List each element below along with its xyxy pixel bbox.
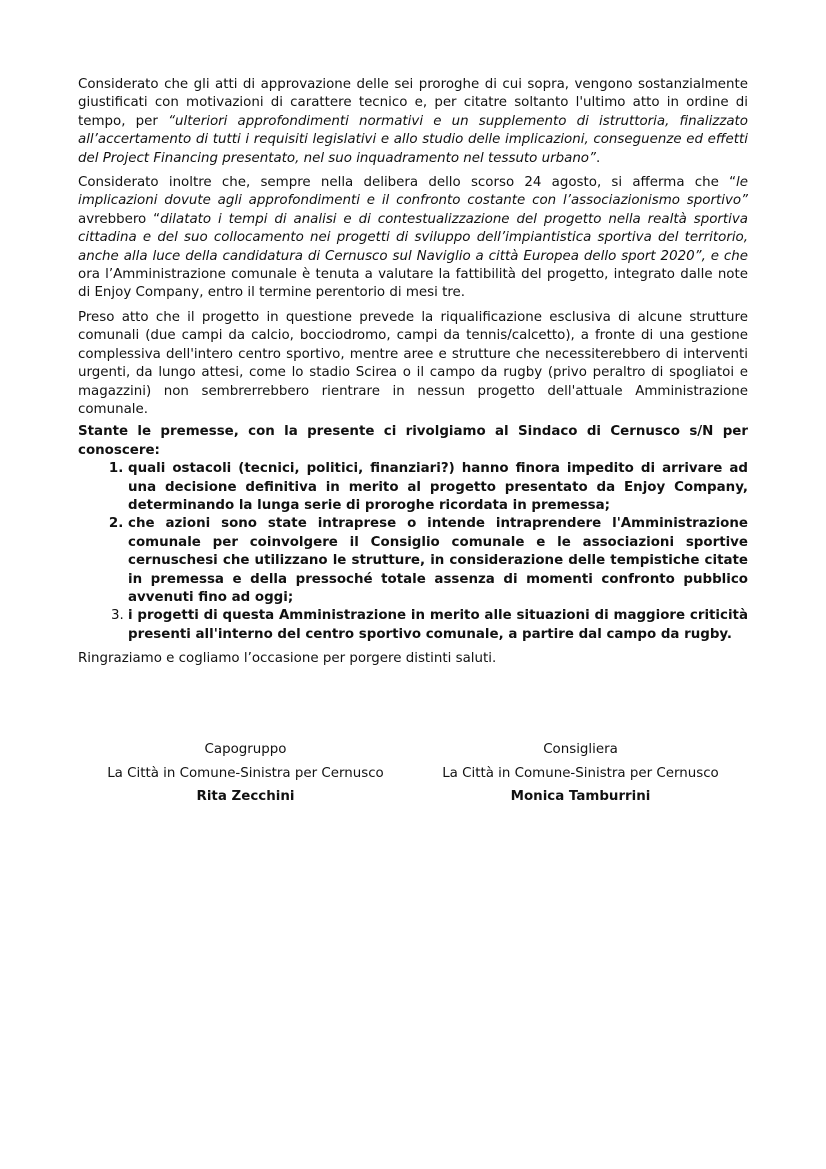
paragraph-considerato bbox=[78, 76, 748, 168]
list-item: 3. i progetti di questa Amministrazione in merito alle situazioni di maggiore criticità presenti all'interno del centro sportivo comunale, a partire dal campo da rugby. bbox=[128, 607, 748, 644]
closing-paragraph: Ringraziamo e cogliamo l’occasione per porgere distinti saluti. bbox=[78, 651, 497, 667]
text-span: ora l’Amministrazione comunale è tenuta a valutare la fattibilità del progetto, integrato dalle note di Enjoy Company, entro il termine perentorio di mesi tre. bbox=[78, 267, 748, 301]
list-item: 2. che azioni sono state intraprese o intende intraprendere l'Amministrazione comunale per coinvolgere il Consiglio comunale e le associazioni sportive cernuschesi che utilizzano le strutture, in considerazione delle tempistiche citate in premessa e della pressoché totale assenza di momenti confronto pubblico avvenuti fino ad oggi; bbox=[128, 515, 748, 607]
text-span: Considerato che gli atti di approvazione delle sei proroghe di cui sopra, vengono sostanzialmente giustificati con motivazioni di carattere tecnico e, per citatre soltanto l'ultimo atto in ordine di tempo, per bbox=[78, 77, 748, 129]
quoted-text: “ulteriori approfondimenti normativi e un supplemento di istruttoria, finalizzato all’accertamento di tutti i requisiti legislativi e allo studio delle implicazioni, conseguenze ed effetti del Project Financing presentato, nel suo inquadramento nel tessuto urbano” bbox=[78, 113, 748, 166]
questions-list bbox=[78, 460, 748, 644]
signature-right bbox=[413, 738, 748, 809]
signature-name: Monica Tamburrini bbox=[510, 789, 651, 804]
signature-group: La Città in Comune-Sinistra per Cernusco bbox=[442, 765, 719, 781]
signature-role: Consigliera bbox=[543, 742, 618, 757]
paragraph-considerato-inoltre bbox=[78, 174, 748, 303]
signature-left bbox=[78, 738, 413, 809]
paragraph-preso-atto: Preso atto che il progetto in questione prevede la riqualificazione esclusiva di alcune strutture comunali (due campi da calcio, bocciodromo, campi da tennis/calcetto), a fronte di una gestione complessiva dell'intero centro sportivo, mentre aree e strutture che necessiterebbero di interventi urgenti, da lungo attesi, come lo stadio Scirea o il campo da rugby (privo peraltro di spogliatoi e magazzini) non sembrerrebbero rientrare in nessun progetto dell'attuale Amministrazione comunale. bbox=[78, 309, 748, 417]
quoted-text: le implicazioni dovute agli approfondimenti e il confronto costante con l’associazionismo sportivo” bbox=[78, 175, 748, 209]
text-span: Considerato inoltre che, sempre nella delibera dello scorso 24 agosto, si afferma che “ bbox=[78, 175, 737, 191]
signature-group: La Città in Comune-Sinistra per Cernusco bbox=[107, 765, 384, 781]
signature-role: Capogruppo bbox=[204, 742, 287, 757]
document-body bbox=[78, 76, 748, 675]
signature-name: Rita Zecchini bbox=[196, 789, 295, 804]
list-item: 1. quali ostacoli (tecnici, politici, finanziari?) hanno finora impedito di arrivare ad una decisione definitiva in merito al progetto presentato da Enjoy Company, determinando la lunga serie di proroghe ricordata in premessa; bbox=[128, 460, 748, 515]
quoted-text: dilatato i tempi di analisi e di contestualizzazione del progetto nella realtà sportiva cittadina e del suo collocamento nei progetti di sviluppo dell’impiantistica sportiva del territorio, anche alla luce della candidatura di Cernusco sul Naviglio a città Europea dello sport 2020”, e che bbox=[78, 211, 748, 264]
text-span: . bbox=[595, 150, 601, 166]
paragraph-stante-premesse: Stante le premesse, con la presente ci rivolgiamo al Sindaco di Cernusco s/N per conoscere: bbox=[78, 424, 748, 458]
text-span: avrebbero “ bbox=[78, 211, 161, 227]
